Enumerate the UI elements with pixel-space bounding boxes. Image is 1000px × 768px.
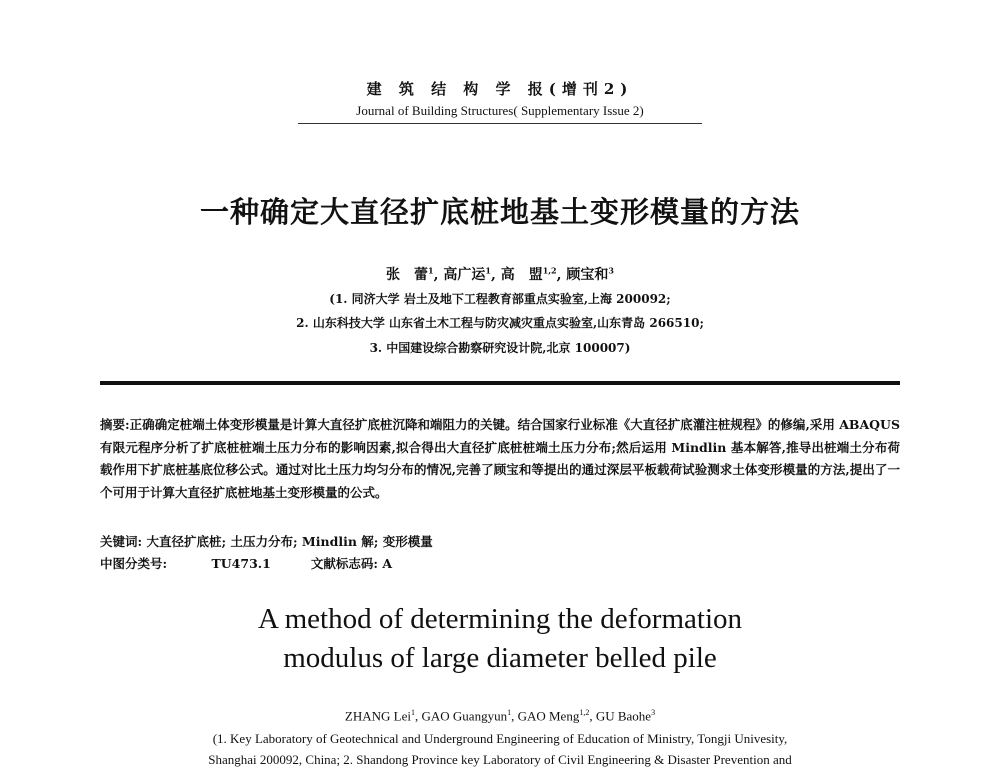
author: GAO Meng [517,708,580,724]
affiliation-en: Shanghai 200092, China; 2. Shandong Province key Laboratory of Civil Engineering & Disaster Prevention and [208,752,792,767]
paper-title-en [0,600,1000,678]
author-sup: 1 [428,265,434,276]
author-sup: 1 [507,708,512,717]
authors-en: ZHANG Lei$^1$, GAO Guangyun$^1$, GAO Meng$^{1,2}$, GU Baohe$^3$ [344,708,656,724]
clc-value: TU473.1 [211,556,271,571]
paper-title-cn: 一种确定大直径扩底桩地基土变形模量的方法 [199,195,800,229]
classification [100,554,432,572]
author-sup: 3 [608,265,614,276]
journal-name-cn: 建 筑 结 构 学 报(增刊2) [366,80,634,98]
author-sup: 1 [411,708,415,717]
doc-code-label: 文献标志码: [310,556,378,571]
affiliation-en: (1. Key Laboratory of Geotechnical and Underground Engineering of Education of Ministry, Tongji Univesity, [212,731,788,746]
affiliation: 3. 中国建设综合勘察研究设计院,北京 100007) [369,341,631,355]
keywords-text: 大直径扩底桩; 土压力分布; Mindlin 解; 变形模量 [146,534,433,549]
author: 张 蕾 [386,267,429,283]
doc-code-value: A [382,556,393,571]
section-rule [100,381,900,385]
author-sup: 1,2 [579,708,590,717]
author-sup: 1,2 [542,265,557,276]
affiliation: 2. 山东科技大学 山东省土木工程与防灾减灾重点实验室,山东青岛 266510; [296,316,704,330]
author-sup: 1 [485,265,491,276]
author-sup: 3 [651,708,656,717]
authors-cn: 张 蕾$^1$, 高广运$^1$, 高 盟$^{1,2}$, 顾宝和$^3$ [386,265,614,283]
abstract-text: 正确确定桩端土体变形模量是计算大直径扩底桩沉降和端阻力的关键。结合国家行业标准《大直径扩底灌注桩规程》的修编,采用 ABAQUS 有限元程序分析了扩底桩桩端土压力分布的影响因素,拟合得出大直径扩底桩桩端土压力分布;然后运用 Mindlin 基本解答,推导出桩端土分布荷载作用下扩底桩基底位移公式。通过对比土压力均匀分布的情况,完善了顾宝和等提出的通过深层平板载荷试验测求土体变形模量的方法,提出了一个可用于计算大直径扩底桩地基土变形模量的公式。 [100,417,900,500]
abstract [100,414,900,504]
title-line: modulus of large diameter belled pile [283,642,717,674]
author: GU Baohe [595,708,652,724]
header-divider [298,123,702,124]
author: ZHANG Lei [344,708,411,724]
author: GAO Guangyun [421,708,508,724]
journal-name-en: Journal of Building Structures( Supplementary Issue 2) [356,103,644,118]
abstract-label: 摘要: [100,417,130,432]
keywords [100,532,433,550]
author: 高 盟 [500,267,543,283]
keywords-label: 关键词: [100,534,143,549]
author: 顾宝和 [566,267,609,283]
author: 高广运 [443,267,486,283]
clc-label: 中图分类号: [100,556,168,571]
affiliation: (1. 同济大学 岩土及地下工程教育部重点实验室,上海 200092; [329,292,671,306]
title-line: A method of determining the deformation [257,603,743,635]
